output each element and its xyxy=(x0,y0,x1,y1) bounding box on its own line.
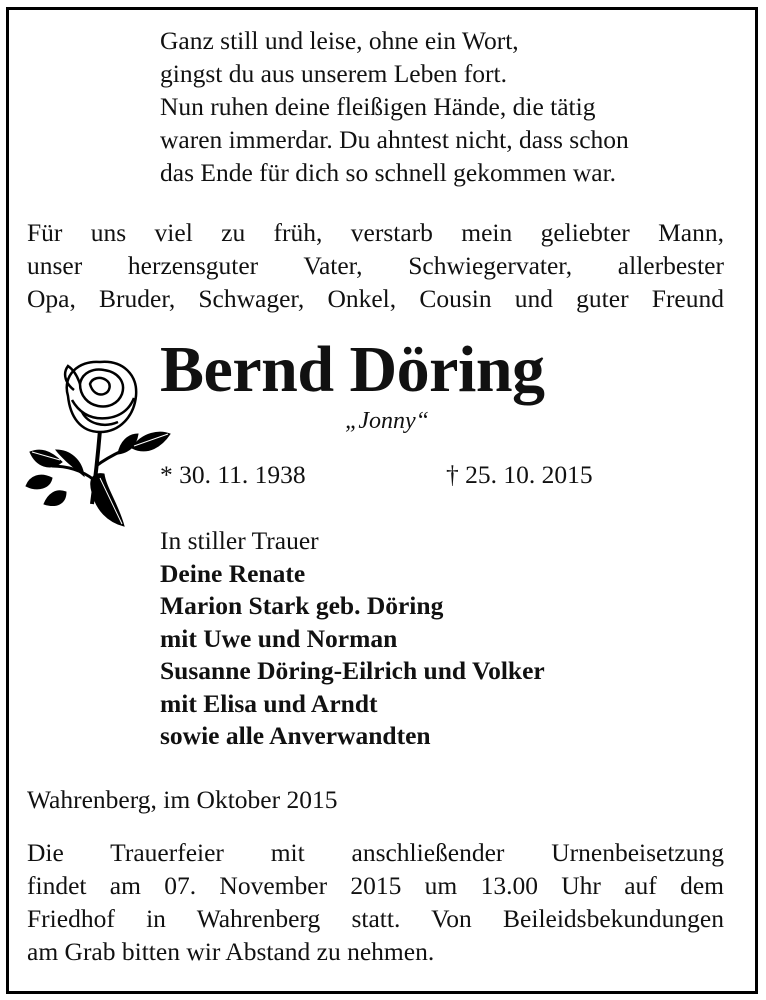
funeral-line: Friedhof in Wahrenberg statt. Von Beileidsbekundungen xyxy=(27,904,724,933)
intro-text xyxy=(27,216,724,315)
poem-line: Ganz still und leise, ohne ein Wort, xyxy=(160,26,519,55)
poem-line: das Ende für dich so schnell gekommen war. xyxy=(160,158,617,187)
birth-date: * 30. 11. 1938 xyxy=(160,460,306,489)
mourner-name: Marion Stark geb. Döring xyxy=(160,591,444,620)
mourners-heading: In stiller Trauer xyxy=(160,526,319,555)
place-date: Wahrenberg, im Oktober 2015 xyxy=(27,785,338,814)
funeral-line: am Grab bitten wir Abstand zu nehmen. xyxy=(27,937,435,966)
intro-line: Opa, Bruder, Schwager, Onkel, Cousin und guter Freund xyxy=(27,284,724,313)
funeral-line: findet am 07. November 2015 um 13.00 Uhr auf dem xyxy=(27,871,724,900)
mourner-name: Susanne Döring-Eilrich und Volker xyxy=(160,656,545,685)
funeral-line: Die Trauerfeier mit anschließender Urnenbeisetzung xyxy=(27,838,724,867)
death-date: † 25. 10. 2015 xyxy=(446,460,593,489)
poem-line: gingst du aus unserem Leben fort. xyxy=(160,59,508,88)
intro-line: Für uns viel zu früh, verstarb mein geliebter Mann, xyxy=(27,218,724,247)
funeral-notice xyxy=(27,836,724,968)
mourner-name: sowie alle Anverwandten xyxy=(160,721,431,750)
mourner-name: mit Elisa und Arndt xyxy=(160,688,378,718)
deceased-nickname: „Jonny“ xyxy=(345,408,429,434)
intro-line: unser herzensguter Vater, Schwiegervater, allerbester xyxy=(27,251,724,280)
mourners-block xyxy=(160,525,740,753)
deceased-name: Bernd Döring xyxy=(160,333,545,406)
mourner-name: Deine Renate xyxy=(160,558,306,588)
poem-line: waren immerdar. Du ahntest nicht, dass schon xyxy=(160,125,629,154)
mourner-name: mit Uwe und Norman xyxy=(160,623,398,653)
rose-icon xyxy=(22,354,172,538)
poem-line: Nun ruhen deine fleißigen Hände, die tätig xyxy=(160,92,596,121)
poem xyxy=(160,24,740,189)
